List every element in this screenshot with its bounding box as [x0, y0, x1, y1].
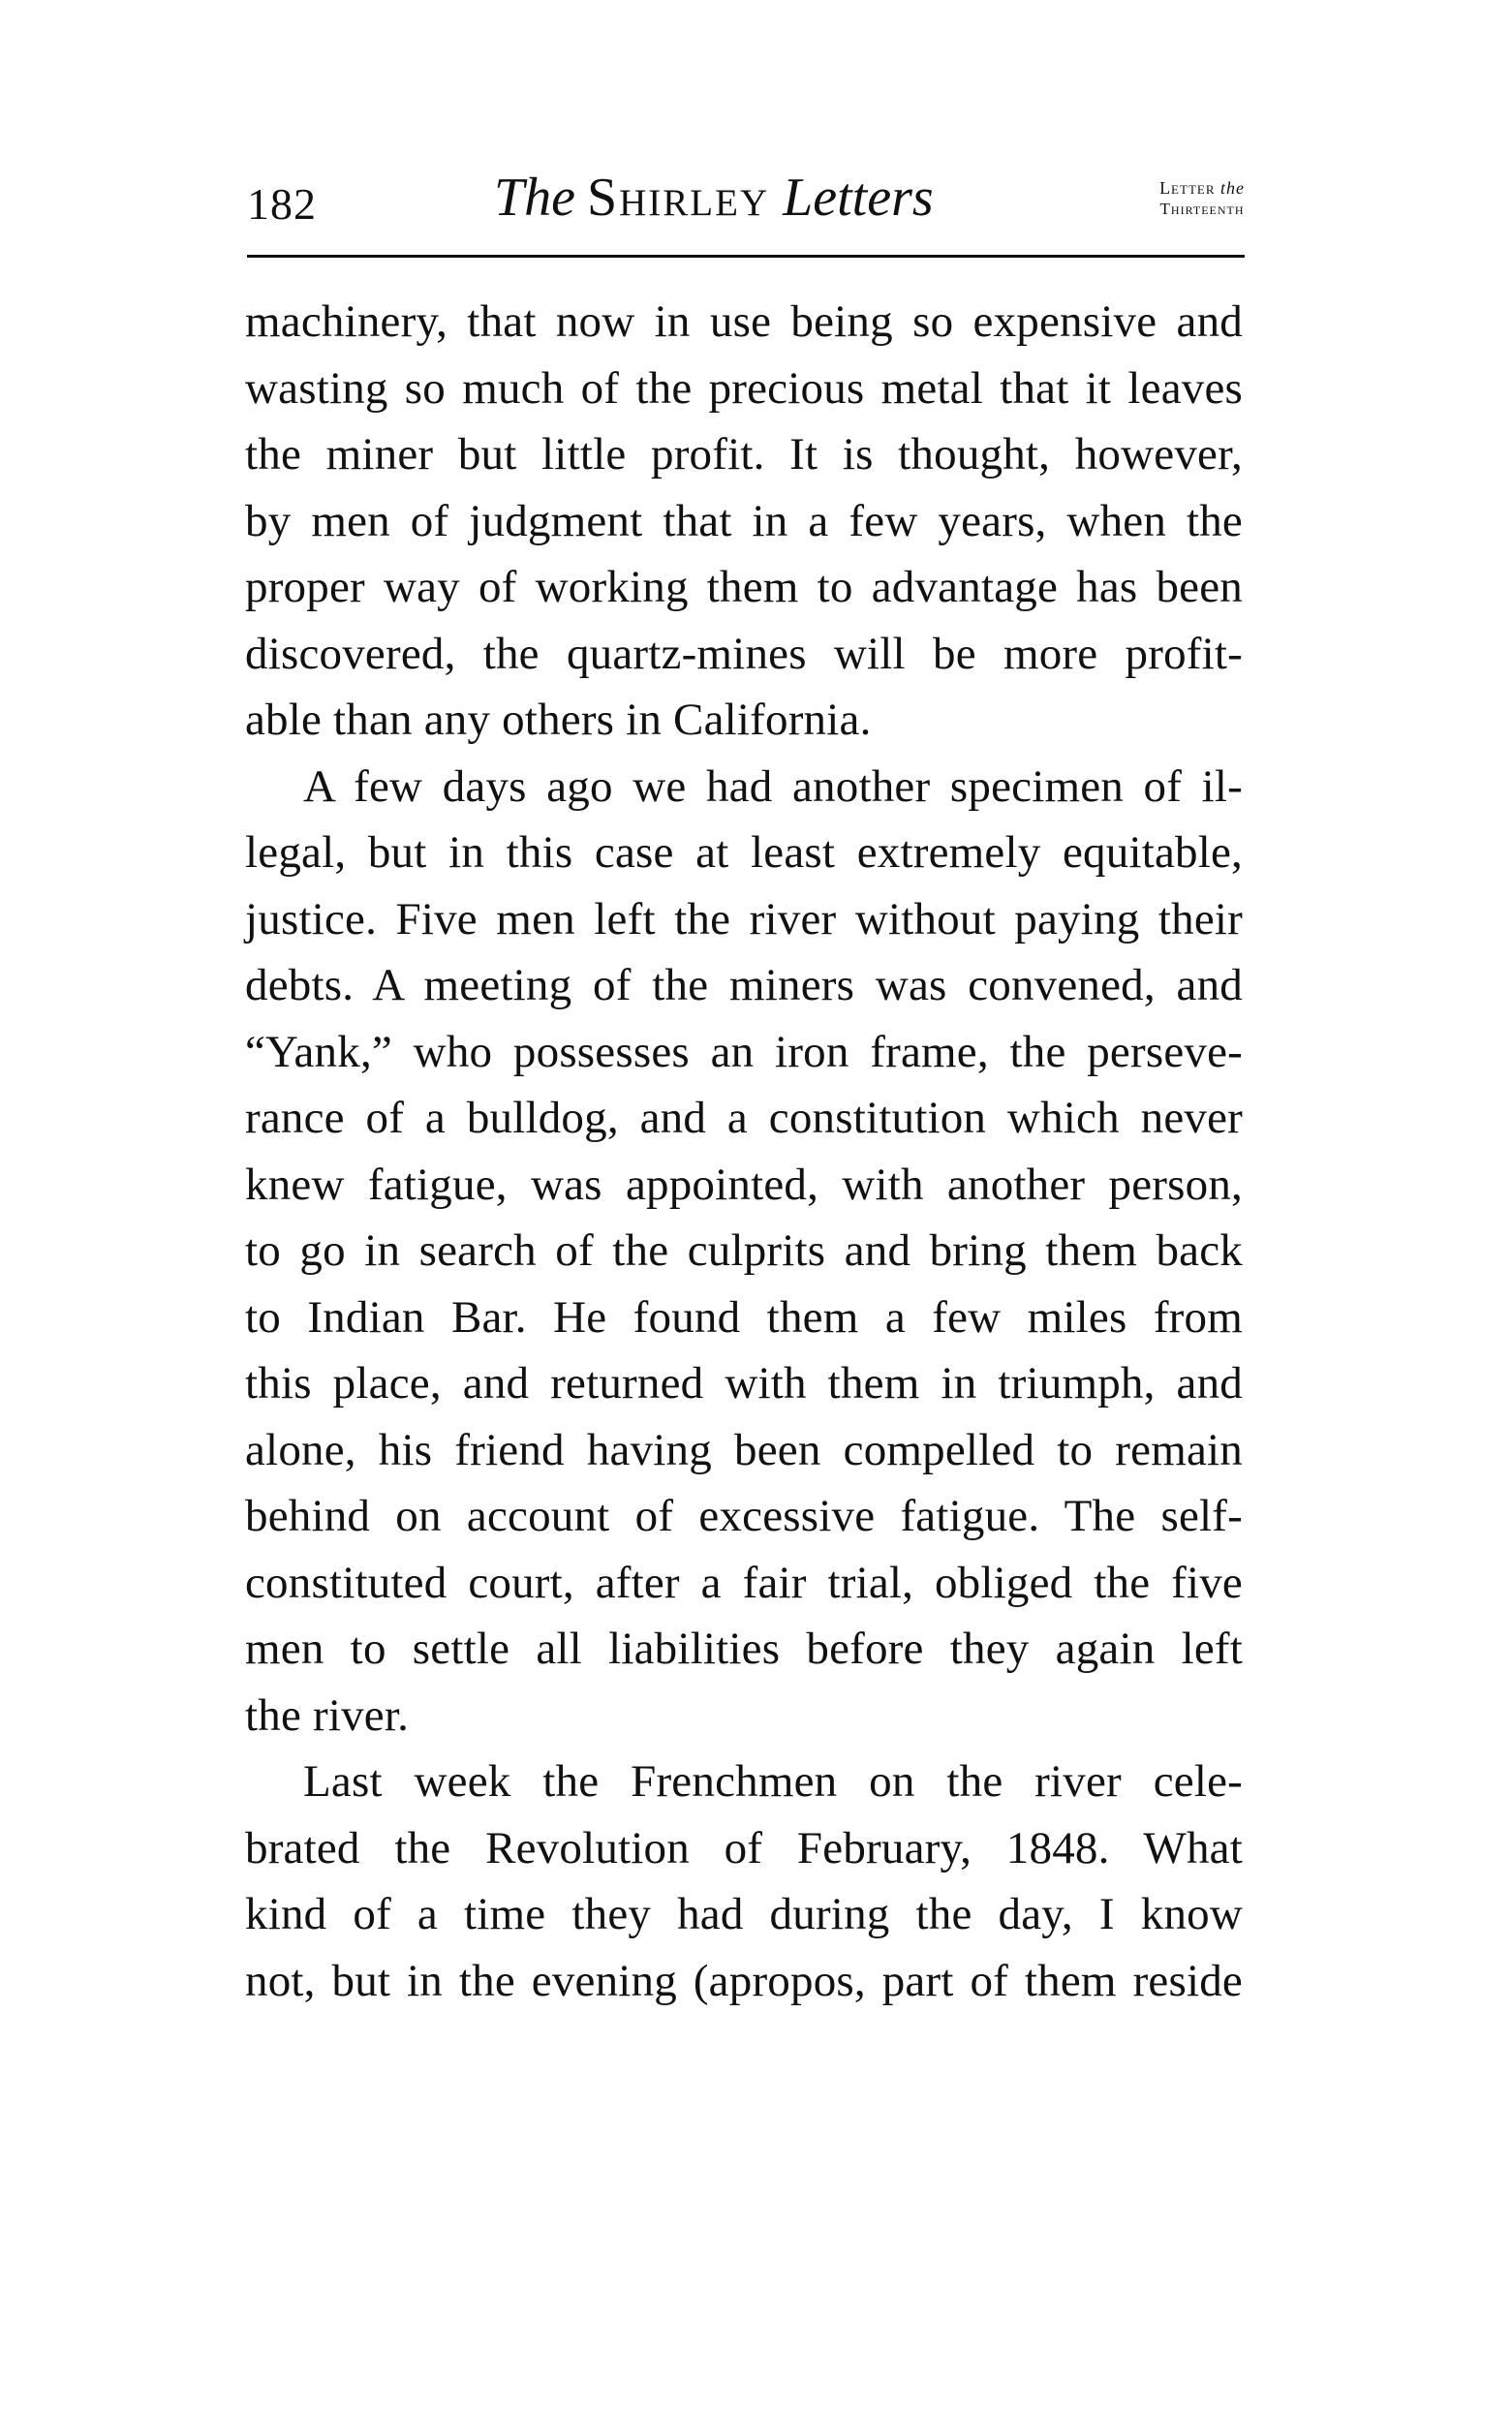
- text-line: the river.: [245, 1689, 410, 1741]
- text-line: alone, his friend having been compelled to remain: [245, 1424, 1243, 1475]
- text-line: wasting so much of the precious metal that it leaves: [245, 362, 1243, 414]
- text-line: legal, but in this case at least extremely equitable,: [245, 827, 1243, 878]
- book-title-shirley: Shirley: [587, 168, 770, 228]
- text-line: debts. A meeting of the miners was convened, and: [245, 960, 1243, 1010]
- text-line: men to settle all liabilities before they again left: [245, 1624, 1243, 1674]
- book-title-letters: Letters: [783, 168, 934, 228]
- text-line: knew fatigue, was appointed, with another person,: [245, 1159, 1243, 1210]
- text-line: able than any others in California.: [245, 695, 872, 745]
- letter-ordinal: Thirteenth: [1159, 200, 1245, 218]
- book-title: [494, 168, 934, 228]
- text-line: A few days ago we had another specimen of il-: [303, 760, 1243, 812]
- letter-word: Letter: [1159, 178, 1216, 198]
- text-line: constituted court, after a fair trial, obliged the five: [245, 1557, 1243, 1608]
- running-head: [247, 165, 1245, 242]
- text-line: kind of a time they had during the day, I know: [245, 1889, 1243, 1939]
- book-title-the: The: [494, 168, 575, 228]
- letter-label-line-1: [1159, 178, 1245, 199]
- text-line: not, but in the evening (apropos, part of them reside: [245, 1955, 1243, 2006]
- letter-label: [1159, 178, 1245, 219]
- text-line: justice. Five men left the river without paying their: [245, 893, 1243, 944]
- text-line: behind on account of excessive fatigue. The self-: [245, 1491, 1243, 1541]
- text-line: discovered, the quartz-mines will be more profit-: [245, 628, 1243, 679]
- text-line: by men of judgment that in a few years, when the: [245, 495, 1243, 546]
- text-line: to go in search of the culprits and bring them back: [245, 1225, 1243, 1276]
- body-text: [245, 289, 1243, 2014]
- text-line: rance of a bulldog, and a constitution which never: [245, 1093, 1243, 1143]
- page-number: 182: [247, 179, 317, 229]
- text-line: this place, and returned with them in triumph, and: [245, 1358, 1243, 1409]
- header-rule: [247, 255, 1245, 258]
- text-line: machinery, that now in use being so expensive and: [245, 296, 1243, 347]
- text-line: to Indian Bar. He found them a few miles from: [245, 1291, 1243, 1343]
- text-line: brated the Revolution of February, 1848. What: [245, 1822, 1243, 1873]
- letter-the: the: [1220, 178, 1245, 198]
- text-line: the miner but little profit. It is thought, however,: [245, 429, 1243, 480]
- text-line: “Yank,” who possesses an iron frame, the perseve-: [245, 1026, 1243, 1077]
- text-line: proper way of working them to advantage has been: [245, 562, 1243, 612]
- text-line: Last week the Frenchmen on the river cele-: [303, 1756, 1243, 1807]
